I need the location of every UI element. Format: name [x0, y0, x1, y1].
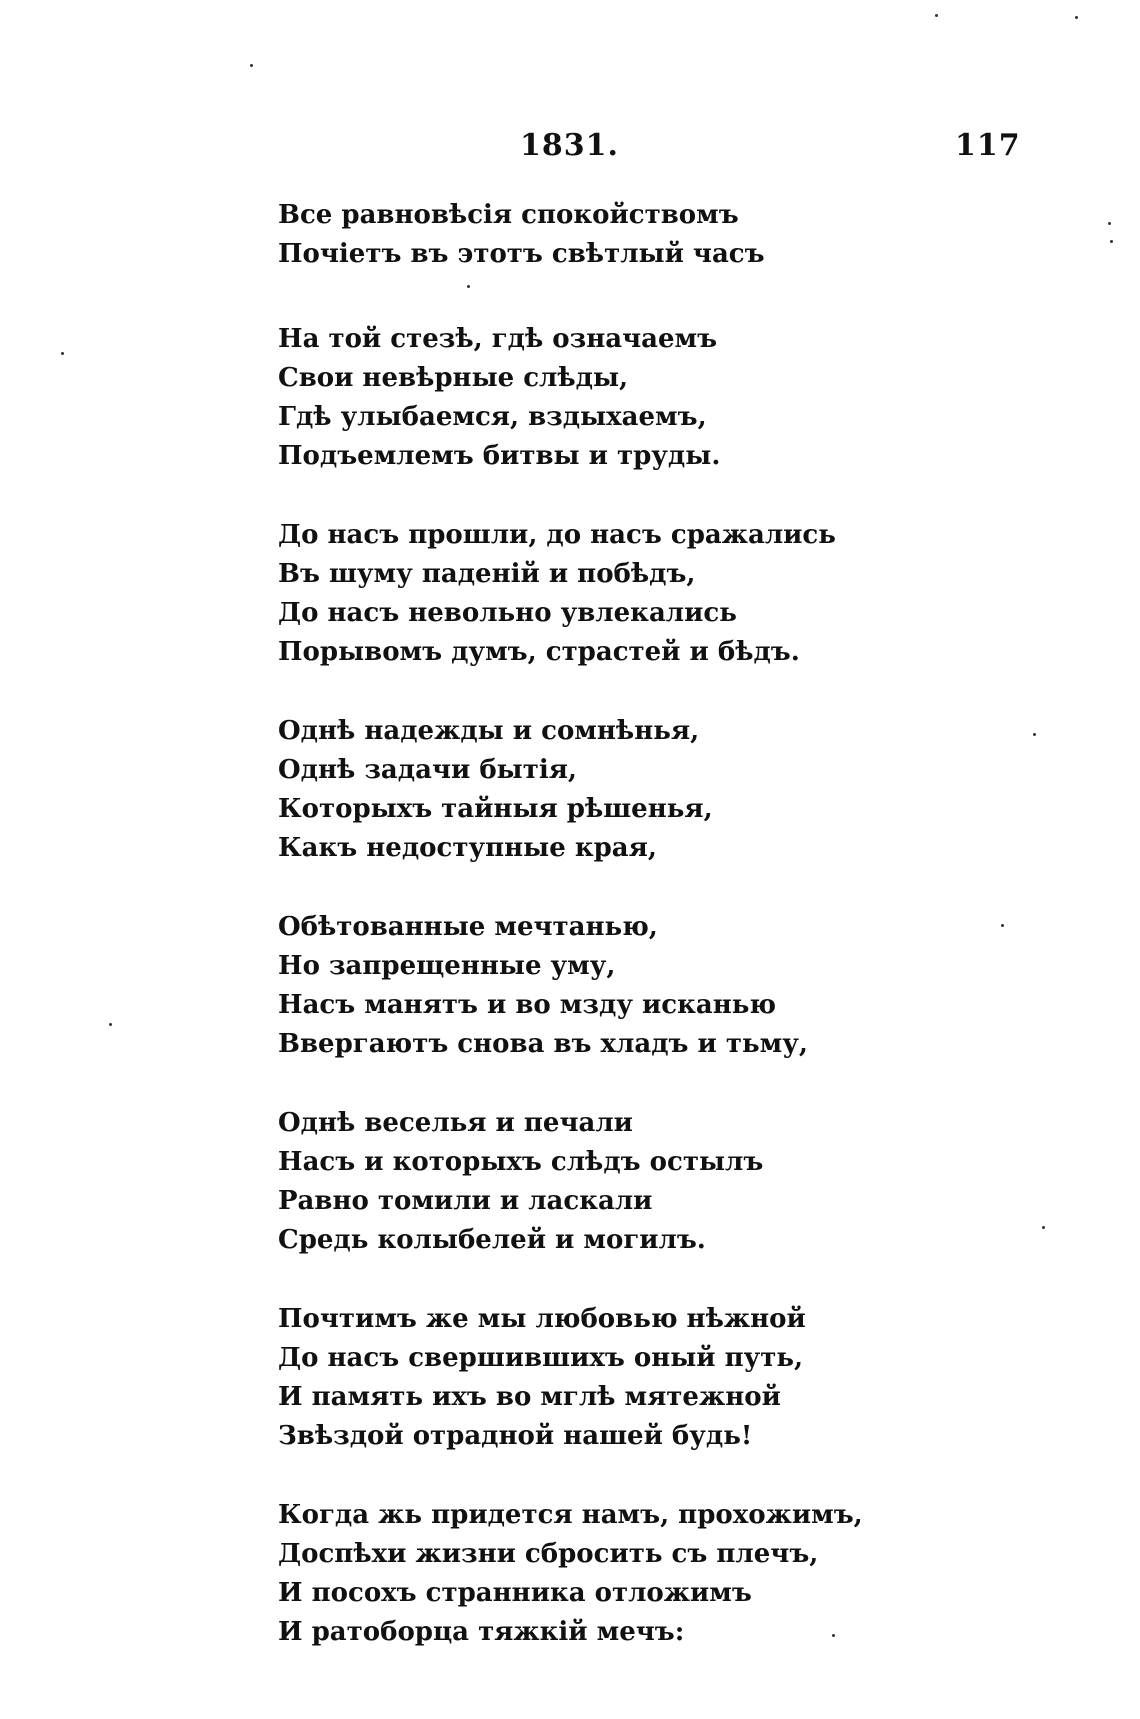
running-head	[0, 128, 1140, 178]
poem-line: Почтимъ же мы любовью нѣжной	[278, 1304, 806, 1334]
scan-speck	[1042, 1226, 1045, 1229]
scan-speck	[250, 64, 253, 67]
year-heading: 1831.	[520, 128, 619, 163]
poem-line: Доспѣхи жизни сбросить съ плечъ,	[278, 1539, 819, 1569]
scan-speck	[935, 14, 938, 17]
poem-line: И ратоборца тяжкій мечъ:	[278, 1617, 685, 1647]
stanza	[278, 908, 1078, 1064]
poem-line: Однѣ веселья и печали	[278, 1108, 633, 1138]
poem-line: Но запрещенные уму,	[278, 951, 616, 981]
poem-line: Насъ манятъ и во мзду исканью	[278, 990, 777, 1020]
poem-line: И память ихъ во мглѣ мятежной	[278, 1382, 781, 1412]
poem-line: Почіетъ въ этотъ свѣтлый часъ	[278, 239, 765, 269]
poem-line: Гдѣ улыбаемся, вздыхаемъ,	[278, 402, 707, 432]
stanza	[278, 516, 1078, 672]
scan-speck	[1033, 733, 1036, 736]
poem-line: Въ шуму паденій и побѣдъ,	[278, 559, 696, 589]
poem-line: Звѣздой отрадной нашей будь!	[278, 1421, 753, 1451]
stanza	[278, 1104, 1078, 1260]
stanza	[278, 712, 1078, 868]
scan-speck	[1075, 16, 1078, 19]
poem-line: Однѣ задачи бытія,	[278, 755, 577, 785]
poem-line: Равно томили и ласкали	[278, 1186, 653, 1216]
poem-line: На той стезѣ, гдѣ означаемъ	[278, 324, 718, 354]
page-number: 117	[955, 128, 1021, 163]
stanza	[278, 1300, 1078, 1456]
stanza	[278, 196, 1078, 274]
poem-line: Ввергаютъ снова въ хладъ и тьму,	[278, 1029, 808, 1059]
poem-line: Свои невѣрные слѣды,	[278, 363, 629, 393]
poem-body	[278, 196, 1078, 1692]
scan-speck	[1110, 240, 1113, 243]
poem-line: До насъ невольно увлекались	[278, 598, 737, 628]
scan-speck	[832, 1634, 835, 1637]
poem-line: Когда жь придется намъ, прохожимъ,	[278, 1500, 863, 1530]
poem-line: До насъ свершившихъ оный путь,	[278, 1343, 804, 1373]
poem-line: Порывомъ думъ, страстей и бѣдъ.	[278, 637, 800, 667]
scan-speck	[1108, 222, 1111, 225]
poem-line: Обѣтованные мечтанью,	[278, 912, 658, 942]
poem-line: Однѣ надежды и сомнѣнья,	[278, 716, 700, 746]
scan-speck	[467, 285, 470, 288]
poem-line: Какъ недоступные края,	[278, 833, 657, 863]
poem-line: Подъемлемъ битвы и труды.	[278, 441, 721, 471]
poem-line: И посохъ странника отложимъ	[278, 1578, 752, 1608]
scan-speck	[1001, 924, 1004, 927]
stanza	[278, 1496, 1078, 1652]
poem-line: Которыхъ тайныя рѣшенья,	[278, 794, 713, 824]
poem-line: Насъ и которыхъ слѣдъ остылъ	[278, 1147, 764, 1177]
poem-line: Средь колыбелей и могилъ.	[278, 1225, 706, 1255]
poem-line: Все равновѣсія спокойствомъ	[278, 200, 739, 230]
scan-speck	[109, 1023, 112, 1026]
scan-speck	[61, 352, 64, 355]
poem-line: До насъ прошли, до насъ сражались	[278, 520, 836, 550]
stanza	[278, 320, 1078, 476]
